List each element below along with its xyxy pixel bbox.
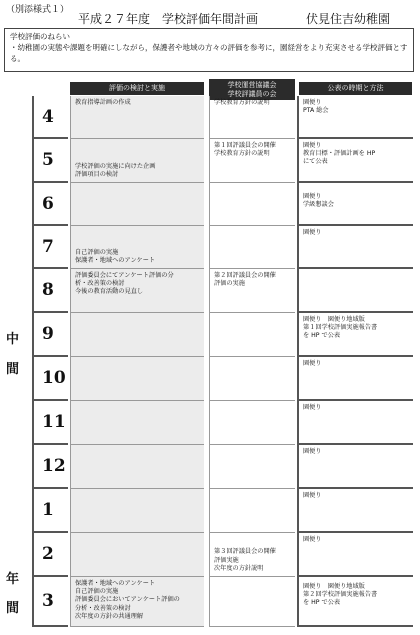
evaluation-cell bbox=[70, 445, 204, 489]
publication-cell: 園便り 園便り地域版 第２回学校評価実施報告書 を HP で公表 bbox=[297, 577, 413, 627]
evaluation-cell bbox=[70, 313, 204, 357]
publication-cell: 園便り bbox=[297, 401, 413, 445]
aim-heading: 学校評価のねらい bbox=[10, 32, 70, 41]
month-number: 8 bbox=[42, 280, 54, 300]
evaluation-cell: 自己評価の実施 保護者・地域へのアンケート bbox=[70, 226, 204, 269]
council-cell bbox=[209, 401, 295, 445]
month-row-3 bbox=[32, 577, 413, 627]
month-number: 5 bbox=[42, 150, 54, 170]
header-council: 学校運営協議会 学校評議員の会 bbox=[209, 79, 295, 100]
evaluation-cell: 教育指導計画の作成 bbox=[70, 96, 204, 139]
month-row-6 bbox=[32, 183, 413, 226]
publication-cell: 園便り 学級懇談会 bbox=[297, 183, 413, 226]
month-row-1 bbox=[32, 489, 413, 533]
council-cell bbox=[209, 313, 295, 357]
side-label-midterm-2: 間 bbox=[6, 362, 20, 377]
side-label-annual-1: 年 bbox=[6, 572, 20, 587]
attachment-tag: （別添様式１） bbox=[6, 5, 70, 15]
evaluation-cell: 学校評価の実施に向けた企画 評価項目の検討 bbox=[70, 139, 204, 183]
month-row-10 bbox=[32, 357, 413, 401]
evaluation-cell: 保護者・地域へのアンケート 自己評価の実施 評価委員会においてアンケート評価の 分析・改善策の検討 次年度の方針の共通理解 bbox=[70, 577, 204, 627]
council-cell bbox=[209, 577, 295, 627]
publication-cell: 園便り PTA 総会 bbox=[297, 96, 413, 139]
month-row-9 bbox=[32, 313, 413, 357]
evaluation-cell bbox=[70, 489, 204, 533]
month-row-4 bbox=[32, 96, 413, 139]
council-cell bbox=[209, 357, 295, 401]
council-cell bbox=[209, 183, 295, 226]
month-number: 11 bbox=[42, 412, 66, 432]
publication-cell: 園便り bbox=[297, 226, 413, 269]
evaluation-cell bbox=[70, 183, 204, 226]
month-number: 1 bbox=[42, 500, 54, 520]
school-name: 伏見住吉幼稚園 bbox=[304, 10, 392, 29]
side-label-midterm-1: 中 bbox=[6, 332, 20, 347]
evaluation-cell bbox=[70, 533, 204, 577]
publication-cell: 園便り 教育目標・評価計画を HP にて公表 bbox=[297, 139, 413, 183]
month-number: 10 bbox=[42, 368, 66, 388]
month-number: 3 bbox=[42, 591, 54, 611]
publication-cell: 園便り bbox=[297, 445, 413, 489]
publication-cell: 園便り bbox=[297, 357, 413, 401]
month-row-5 bbox=[32, 139, 413, 183]
evaluation-cell bbox=[70, 357, 204, 401]
month-row-8 bbox=[32, 269, 413, 313]
evaluation-aim-box bbox=[4, 28, 414, 72]
council-cell bbox=[209, 445, 295, 489]
month-number: 2 bbox=[42, 544, 54, 564]
evaluation-cell bbox=[70, 401, 204, 445]
header-publication: 公表の時期と方法 bbox=[299, 82, 412, 95]
month-row-11 bbox=[32, 401, 413, 445]
council-cell: 第１回評議員会の開催 学校教育方針の説明 bbox=[209, 139, 295, 183]
month-number: 9 bbox=[42, 324, 54, 344]
month-number: 6 bbox=[42, 193, 54, 214]
council-cell: 第３回評議員会の開催 評価実施 次年度の方針説明 bbox=[209, 533, 295, 577]
publication-cell: 園便り 園便り地域版 第１回学校評価実施報告書 を HP で公表 bbox=[297, 313, 413, 357]
council-cell: 学校教育方針の説明 bbox=[209, 96, 295, 139]
publication-cell: 園便り bbox=[297, 533, 413, 577]
publication-cell: 園便り bbox=[297, 489, 413, 533]
page-title: 平成２７年度 学校評価年間計画 bbox=[78, 12, 259, 26]
aim-text: ・幼稚園の実態や課題を明確にしながら，保護者や地域の方々の評価を参考に，園経営をより充実させる学校評価とする。 bbox=[10, 43, 408, 63]
month-row-12 bbox=[32, 445, 413, 489]
month-number: 4 bbox=[42, 106, 54, 127]
month-number: 12 bbox=[42, 456, 66, 476]
evaluation-cell: 評価委員会にてアンケート評価の分 析・改善策の検討 今後の教育活動の見直し bbox=[70, 269, 204, 313]
side-label-annual-2: 間 bbox=[6, 601, 20, 616]
month-number: 7 bbox=[42, 236, 54, 257]
publication-cell bbox=[297, 269, 413, 313]
council-cell: 第２回評議員会の開催 評価の実施 bbox=[209, 269, 295, 313]
month-row-2 bbox=[32, 533, 413, 577]
month-row-7 bbox=[32, 226, 413, 269]
header-evaluation: 評価の検討と実施 bbox=[70, 82, 204, 95]
council-cell bbox=[209, 489, 295, 533]
council-cell bbox=[209, 226, 295, 269]
